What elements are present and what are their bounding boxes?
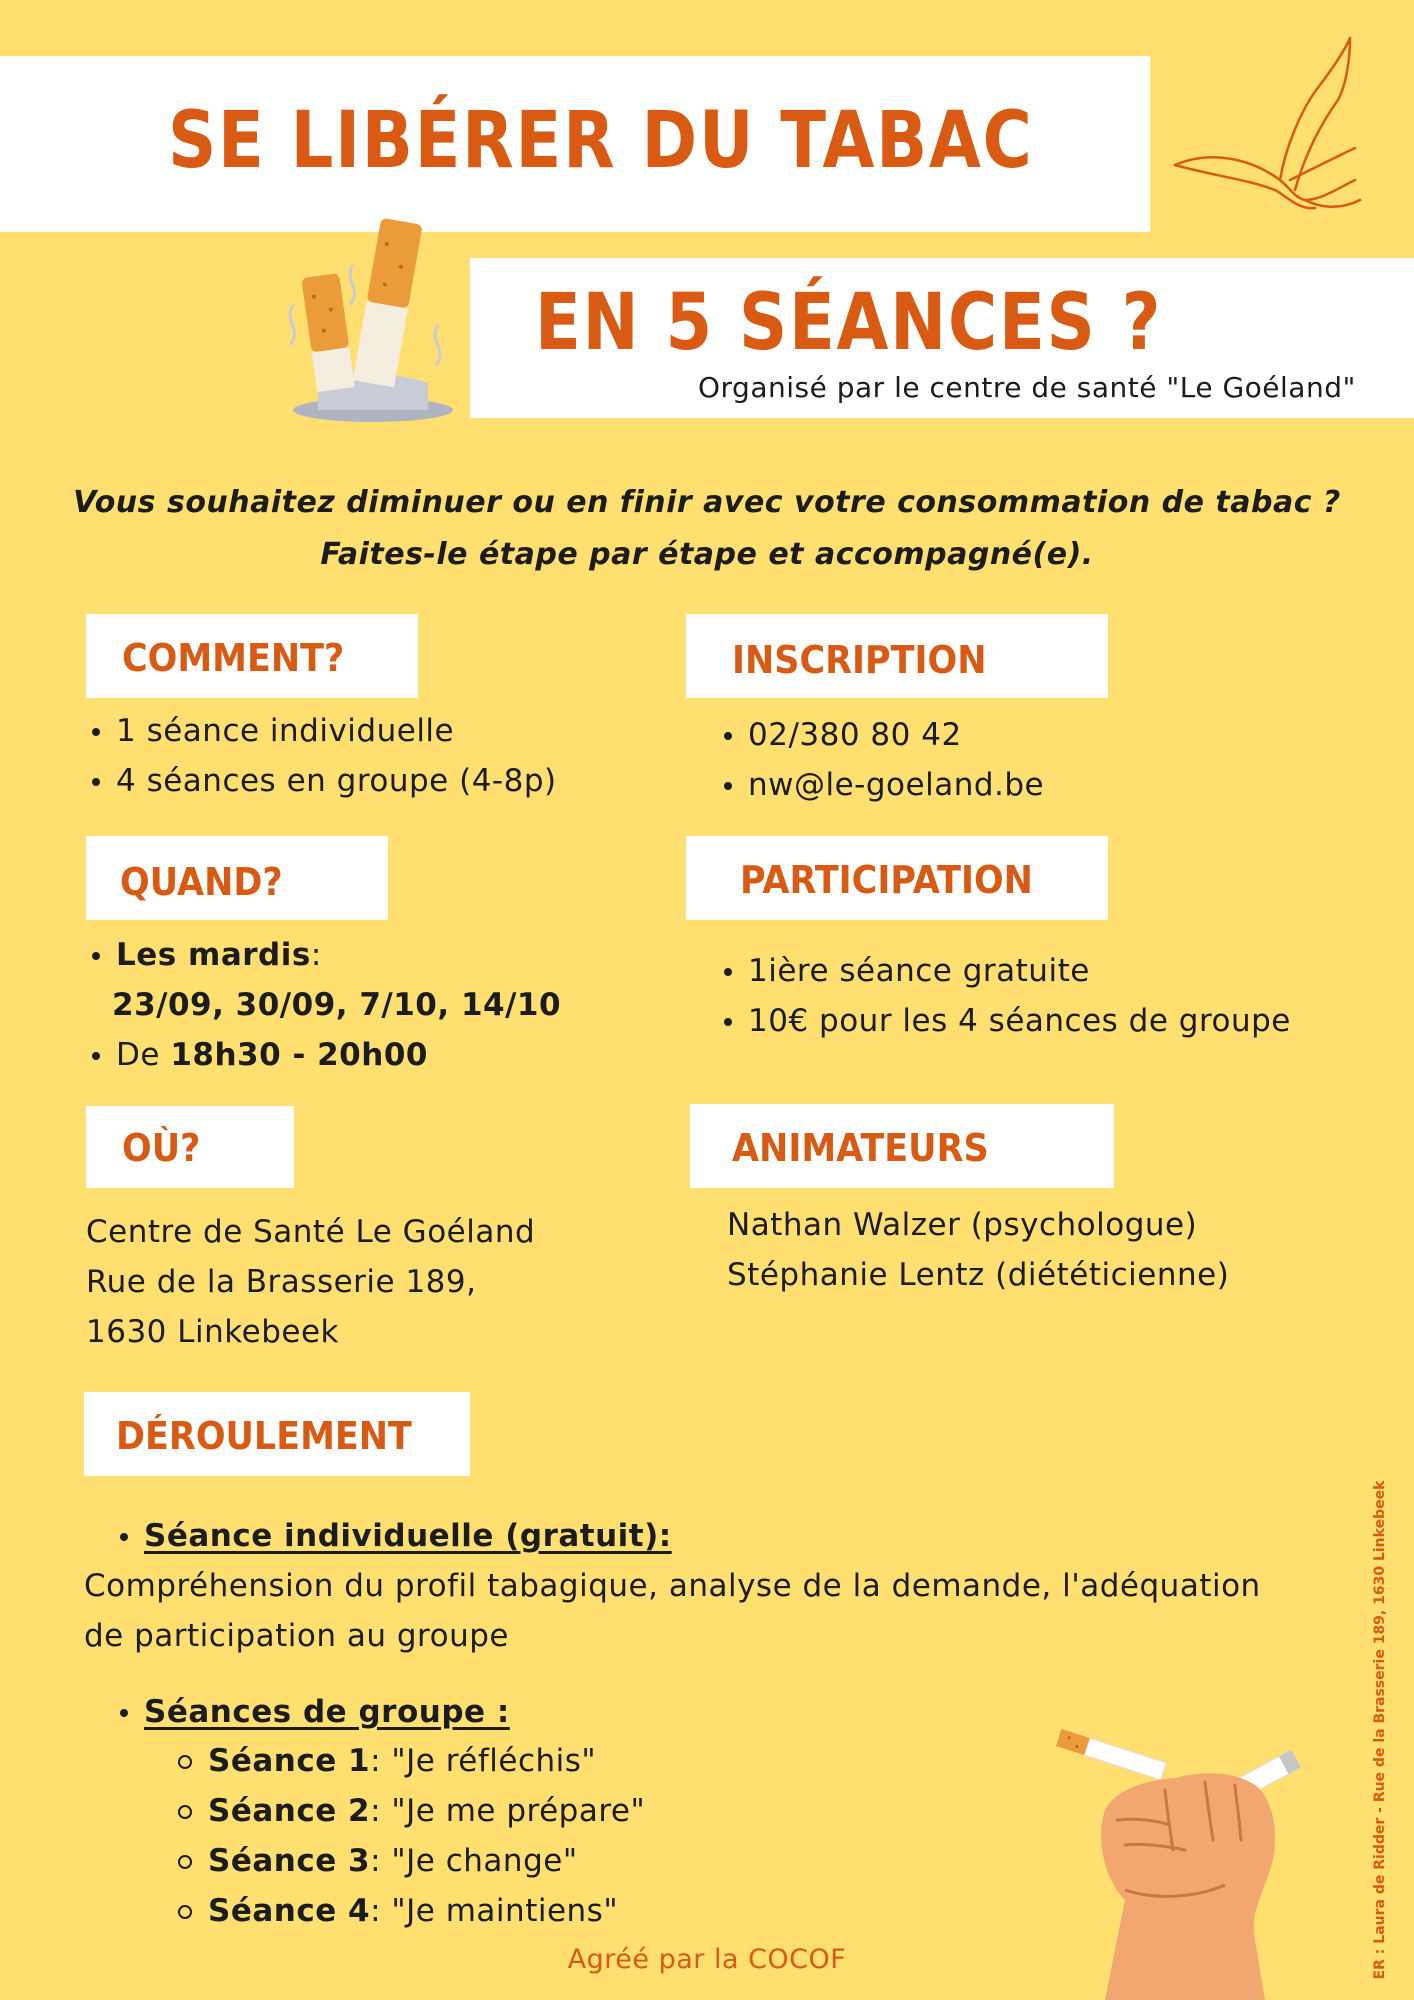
list-item [114,1511,672,1561]
intro-line-2: Faites-le étape par étape et accompagné(e). [320,537,1094,572]
main-title: SE LIBÉRER DU TABAC [168,96,1034,186]
list-item [114,1687,510,1737]
session-text: : "Je change" [370,1843,578,1879]
list-item [172,1836,645,1886]
list-item: 4 séances en groupe (4-8p) [86,756,557,806]
individual-text-line: Compréhension du profil tabagique, analyse de la demande, l'adéquation [84,1568,1261,1604]
organizer-text: Organisé par le centre de santé "Le Goéland" [698,371,1356,404]
session-label: Séance 1 [208,1743,371,1779]
individual-session-title-list [114,1511,672,1561]
list-item [86,1030,561,1080]
list-item: 10€ pour les 4 séances de groupe [718,996,1291,1046]
deroulement-heading: DÉROULEMENT [116,1414,412,1458]
list-item [172,1736,645,1786]
inscription-heading: INSCRIPTION [732,638,987,682]
dates: 23/09, 30/09, 7/10, 14/10 [112,987,562,1023]
ou-heading: OÙ? [122,1126,201,1170]
group-sessions-list [172,1736,645,1936]
time-range: 18h30 - 20h00 [170,1037,428,1073]
list-item: 1ière séance gratuite [718,946,1291,996]
individual-session-title: Séance individuelle (gratuit): [144,1518,672,1554]
intro-line-1: Vous souhaitez diminuer ou en finir avec votre consommation de tabac ? [73,485,1341,520]
participation-heading: PARTICIPATION [740,858,1033,902]
group-session-title: Séances de groupe : [144,1694,510,1730]
animateurs-heading: ANIMATEURS [732,1126,989,1170]
session-text: : "Je maintiens" [370,1893,619,1929]
quand-list [86,930,561,1080]
participation-list [718,946,1291,1046]
list-item: 1 séance individuelle [86,706,557,756]
animateur-name: Nathan Walzer (psychologue) [727,1207,1198,1243]
time-prefix: De [116,1037,160,1073]
list-item [172,1886,645,1936]
address [86,1207,535,1357]
seagull-icon [1170,30,1370,220]
group-session-title-list [114,1687,510,1737]
session-label: Séance 4 [208,1893,371,1929]
list-item [172,1786,645,1836]
responsible-editor-text: ER : Laura de Ridder - Rue de la Brasserie 189, 1630 Linkebeek [1372,1480,1388,1980]
session-label: Séance 2 [208,1793,371,1829]
session-label: Séance 3 [208,1843,371,1879]
comment-list [86,706,557,806]
email-link[interactable]: nw@le-goeland.be [718,760,1044,810]
session-text: : "Je réfléchis" [370,1743,597,1779]
individual-session-text [84,1561,1261,1661]
animateur-name: Stéphanie Lentz (diététicienne) [727,1257,1230,1293]
days-label: Les mardis [116,937,311,973]
address-line: 1630 Linkebeek [86,1314,339,1350]
comment-heading: COMMENT? [122,636,345,680]
address-line: Centre de Santé Le Goéland [86,1214,536,1250]
phone-number: 02/380 80 42 [718,710,1044,760]
subtitle: EN 5 SÉANCES ? [535,278,1163,368]
days-colon: : [310,937,322,973]
animateurs-list [727,1200,1229,1300]
quand-heading: QUAND? [120,860,283,904]
cigarette-butts-icon [278,205,468,425]
individual-text-line: de participation au groupe [84,1618,509,1654]
session-text: : "Je me prépare" [370,1793,646,1829]
list-item [86,930,561,1030]
address-line: Rue de la Brasserie 189, [86,1264,477,1300]
inscription-list [718,710,1044,810]
agreement-footer: Agréé par la COCOF [567,1944,847,1975]
